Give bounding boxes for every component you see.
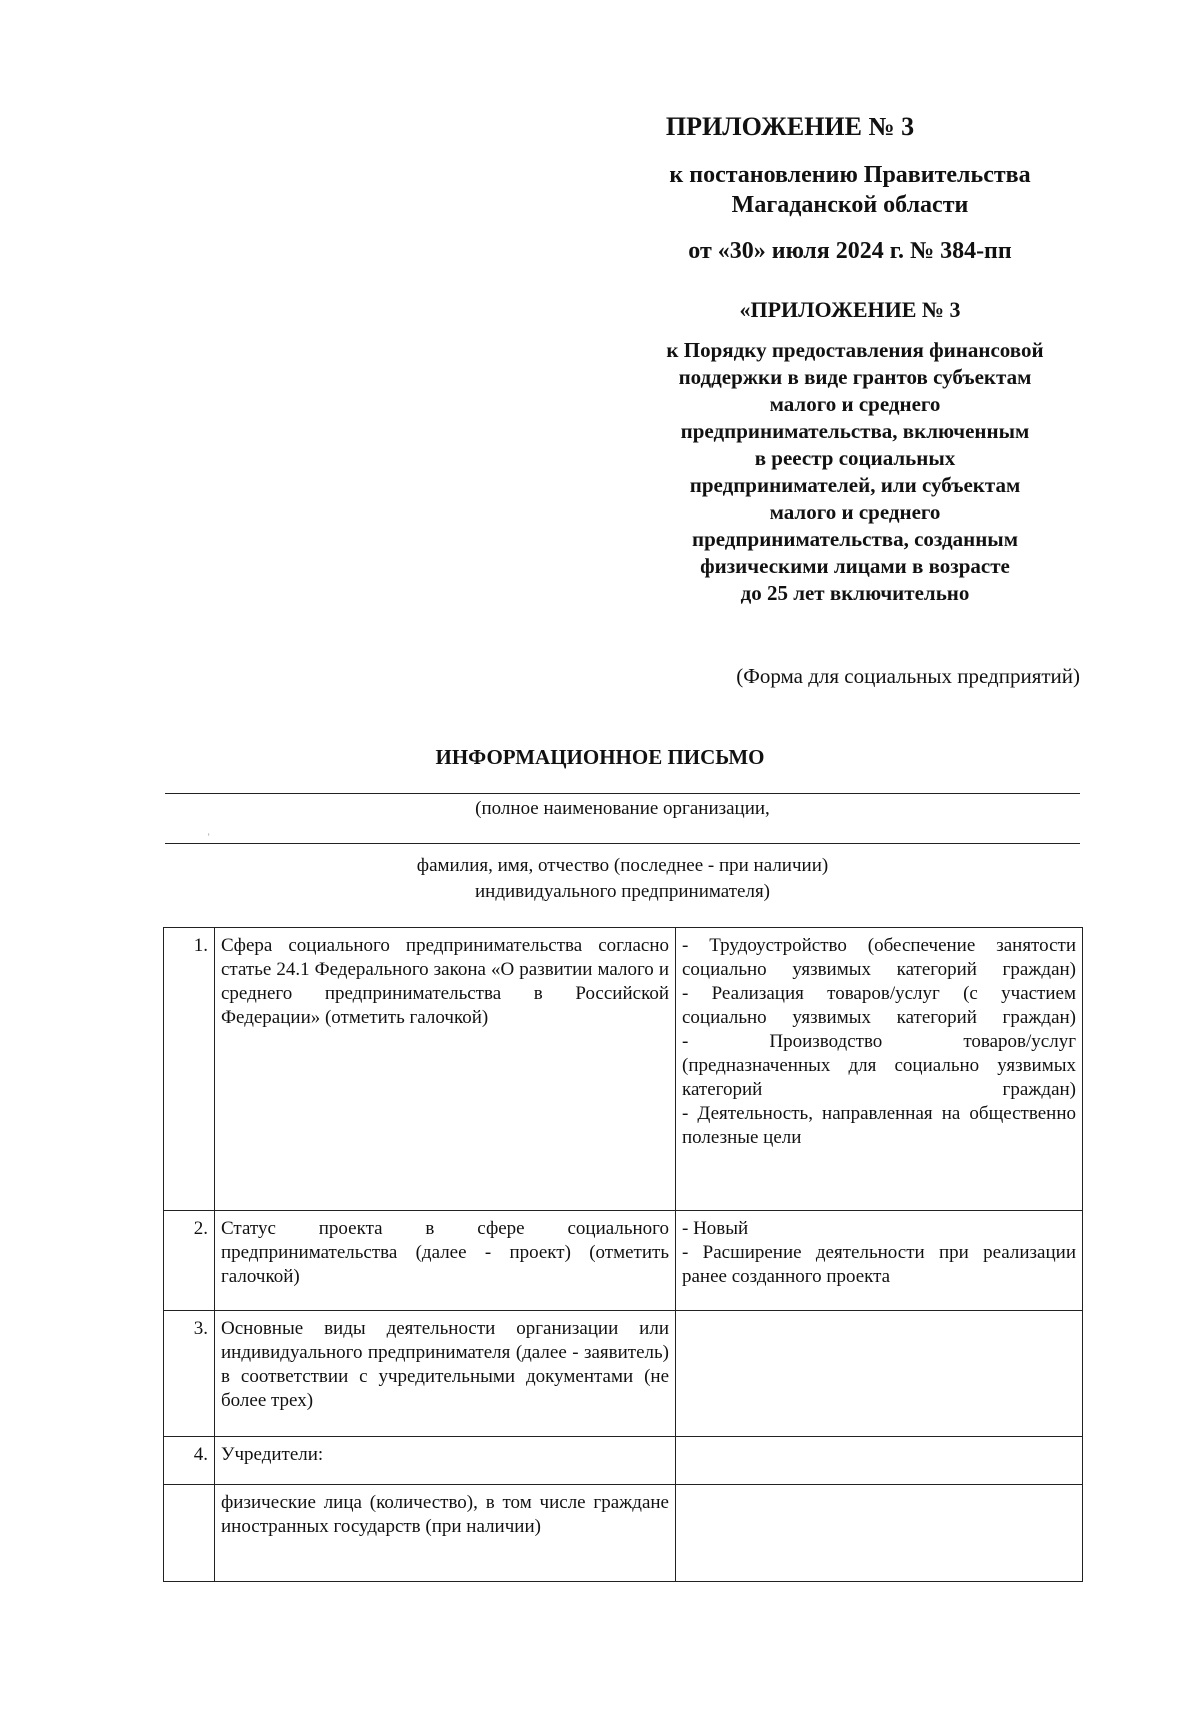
options-cell (676, 928, 1083, 1211)
option-employment[interactable]: - Трудоустройство (обеспечение занятости социально уязвимых категорий граждан) (682, 935, 1076, 980)
row-number: 3. (164, 1311, 215, 1437)
table-row (164, 1211, 1083, 1311)
table-row (164, 928, 1083, 1211)
row-label: физические лица (количество), в том числе граждане иностранных государств (при наличии) (215, 1485, 676, 1582)
row-number (164, 1485, 215, 1582)
order-line: физическими лицами в возрасте (700, 554, 1010, 578)
row-label: Сфера социального предпринимательства согласно статье 24.1 Федерального закона «О развитии малого и среднего предпринимательства в Российской Федерации» (отметить галочкой) (215, 928, 676, 1211)
order-line: в реестр социальных (754, 446, 956, 470)
value-cell[interactable] (676, 1485, 1083, 1582)
order-line: предпринимательства, включенным (680, 419, 1030, 443)
option-production[interactable]: - Производство товаров/услуг (предназначенных для социально уязвимых категорий граждан) (682, 1031, 1076, 1100)
order-reference (630, 337, 1080, 607)
resolution-date: от «30» июля 2024 г. № 384-пп (688, 238, 1012, 264)
row-number: 1. (164, 928, 215, 1211)
resolution-reference (620, 160, 1080, 220)
info-table (163, 927, 1083, 1582)
order-appendix-title: «ПРИЛОЖЕНИЕ № 3 (739, 297, 961, 322)
organization-name-line[interactable] (165, 793, 1080, 794)
table-row (164, 1437, 1083, 1485)
order-line: поддержки в виде грантов субъектам (678, 365, 1032, 389)
row-number: 2. (164, 1211, 215, 1311)
order-line: предпринимателей, или субъектам (689, 473, 1021, 497)
value-cell[interactable] (676, 1437, 1083, 1485)
entrepreneur-name-line[interactable] (165, 843, 1080, 844)
form-note: (Форма для социальных предприятий) (736, 664, 1080, 688)
table-row (164, 1311, 1083, 1437)
option-new[interactable]: - Новый (682, 1218, 749, 1239)
appendix-title: ПРИЛОЖЕНИЕ № 3 (665, 112, 915, 141)
value-cell[interactable] (676, 1311, 1083, 1437)
caption-line: индивидуального предпринимателя) (474, 881, 771, 902)
resolution-line: к постановлению Правительства (669, 162, 1031, 188)
entrepreneur-name-caption (165, 853, 1080, 905)
order-line: к Порядку предоставления финансовой (666, 338, 1044, 362)
scan-mark: ʾ (207, 833, 211, 844)
organization-name-caption: (полное наименование организации, (475, 798, 770, 819)
option-public-benefit[interactable]: - Деятельность, направленная на общественно полезные цели (682, 1103, 1076, 1148)
caption-line: фамилия, имя, отчество (последнее - при наличии) (416, 855, 829, 876)
options-cell (676, 1211, 1083, 1311)
table-row (164, 1485, 1083, 1582)
letter-title: ИНФОРМАЦИОННОЕ ПИСЬМО (435, 745, 765, 769)
order-line: малого и среднего (769, 392, 941, 416)
option-sales[interactable]: - Реализация товаров/услуг (с участием социально уязвимых категорий граждан) (682, 983, 1076, 1028)
row-number: 4. (164, 1437, 215, 1485)
option-expansion[interactable]: - Расширение деятельности при реализации ранее созданного проекта (682, 1242, 1076, 1287)
order-line: предпринимательства, созданным (691, 527, 1019, 551)
order-line: до 25 лет включительно (740, 581, 970, 605)
row-label: Учредители: (215, 1437, 676, 1485)
row-label: Статус проекта в сфере социального предпринимательства (далее - проект) (отметить галочкой) (215, 1211, 676, 1311)
order-line: малого и среднего (769, 500, 941, 524)
resolution-line: Магаданской области (731, 192, 969, 218)
row-label: Основные виды деятельности организации или индивидуального предпринимателя (далее - заявитель) в соответствии с учредительными документами (не более трех) (215, 1311, 676, 1437)
